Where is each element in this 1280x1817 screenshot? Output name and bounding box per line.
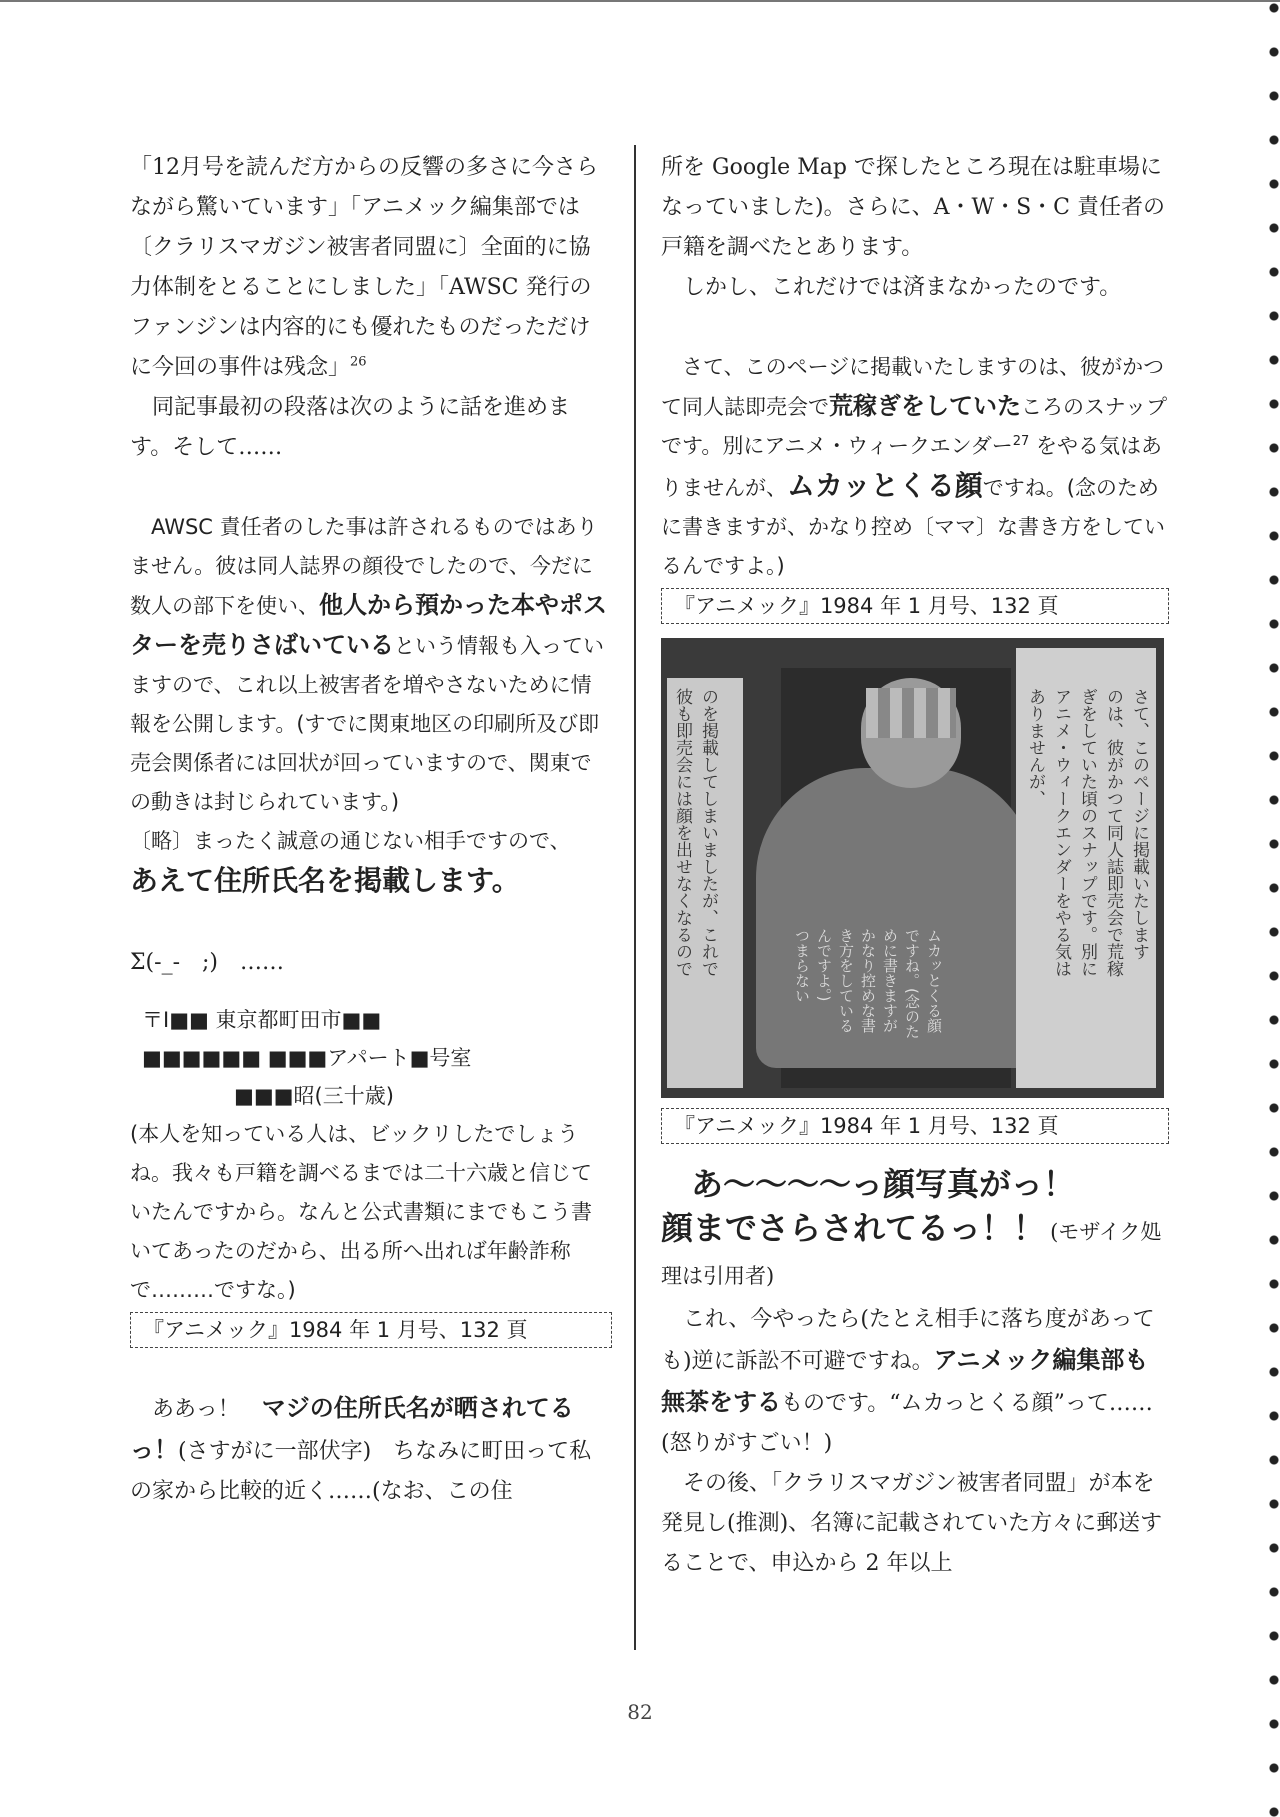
top-border bbox=[0, 0, 1280, 2]
body-paragraph: その後、「クラリスマガジン被害者同盟」が本を発見し(推測)、名簿に記載されていた方々に郵送することで、申込から 2 年以上 bbox=[661, 1471, 1163, 1576]
body-text: これ、今やったら(たとえ相手に落ち度があっても)逆に訴訟不可避ですね。 bbox=[661, 1307, 1155, 1374]
cited-bold-text: 荒稼ぎをしていた bbox=[829, 392, 1021, 420]
photo-text-line: ですね。(念のた bbox=[903, 928, 921, 1039]
footnote-ref: 27 bbox=[1012, 434, 1030, 449]
exclamation-heading: 顔までさらされてるっ！！ bbox=[661, 1209, 1046, 1247]
photo-text-line: のは、彼がかつて同人誌即売会で荒稼 bbox=[1103, 688, 1123, 977]
photo-text-line: さて、このページに掲載いたします bbox=[1129, 688, 1149, 960]
left-column bbox=[130, 148, 612, 1512]
cited-text: という情報も入っていますので、これ以上被害者を増やさないために情報を公開します。(すでに関東地区の印刷所及び即売会関係者には回状が回っていますので、関東での動きは封じられています。) bbox=[130, 634, 604, 814]
body-paragraph bbox=[130, 1388, 612, 1512]
cited-text: さて、このページに掲載いたしますのは、彼がかつて同人誌即売会で bbox=[661, 355, 1165, 419]
photo-text-line: かなり控めな書 bbox=[859, 928, 877, 1033]
binding-holes bbox=[1262, 0, 1280, 1817]
address-line: 〒Ⅰ■■ 東京都町田市■■ bbox=[142, 1008, 382, 1032]
photo-text-line: のを掲載してしまいましたが、これで bbox=[698, 688, 718, 977]
cited-text: 〔略〕まったく誠意の通じない相手ですので、 bbox=[130, 829, 571, 853]
cited-passage bbox=[130, 508, 612, 822]
column-divider bbox=[634, 145, 636, 1650]
mosaic-note: (モザイク処理は引用者) bbox=[661, 1220, 1162, 1288]
body-paragraph: 同記事最初の段落は次のように話を進めます。そして…… bbox=[130, 395, 571, 460]
body-text: ものです。“ムカっとくる顔”って……(怒りがすごい！) bbox=[661, 1391, 1153, 1456]
photo-text-line: き方をしている bbox=[837, 928, 855, 1033]
right-column bbox=[661, 148, 1169, 1584]
cited-text: AWSC 責任者のした事は許されるものではありません。彼は同人誌界の顔役でしたので、今だに数人の部下を使い、 bbox=[130, 515, 598, 618]
cited-passage: (本人を知っている人は、ビックリしたでしょうね。我々も戸籍を調べるまでは二十六歳と信じていたんですから。なんと公式書類にまでもこう書いてあったのだから、出る所へ出れば年齢詐称で………ですな。) bbox=[130, 1122, 592, 1302]
address-line: ■■■昭(三十歳) bbox=[234, 1084, 394, 1108]
cited-bold-text: 他人から預かった本やポスターを売りさばいている bbox=[130, 591, 607, 659]
photo-text-line: ぎをしていた頃のスナップです。別に bbox=[1077, 688, 1097, 977]
body-paragraph: しかし、これだけでは済まなかったのです。 bbox=[683, 275, 1122, 300]
magazine-photo bbox=[661, 638, 1164, 1098]
cited-text: ですね。(念のために書きますが、かなり控め〔ママ〕な書き方をしているんですよ。) bbox=[661, 476, 1165, 578]
quote-text: 「12月号を読んだ方からの反響の多さに今さらながら驚いています」「アニメック編集部では〔クラリスマガジン被害者同盟に〕全面的に協力体制をとることにしました」「AWSC 発行のファンジンは内容的にも優れたものだっただけに今回の事件は残念」 bbox=[130, 155, 598, 380]
photo-vertical-text bbox=[1022, 688, 1152, 977]
cited-passage bbox=[661, 348, 1169, 586]
exclamation-heading-line2 bbox=[661, 1206, 1169, 1300]
body-bold-text: マジの住所氏名が晒されてるっ！ bbox=[130, 1394, 574, 1464]
body-text: ああっ！ bbox=[152, 1397, 262, 1422]
footnote-ref: 26 bbox=[350, 354, 367, 370]
cited-bold-text: ムカッとくる顔 bbox=[787, 469, 983, 502]
photo-text-line: つまらない bbox=[793, 928, 811, 1003]
body-paragraph: 所を Google Map で探したところ現在は駐車場になっていました)。さらに、A・W・S・C 責任者の戸籍を調べたとあります。 bbox=[661, 155, 1165, 260]
address-block bbox=[130, 1001, 612, 1115]
address-line: ■■■■■■ ■■■アパート■号室 bbox=[142, 1046, 472, 1070]
cited-text: ころのスナップです。別にアニメ・ウィークエンダー bbox=[661, 395, 1168, 458]
body-paragraph bbox=[661, 1300, 1169, 1464]
cited-bold-heading: あえて住所氏名を掲載します。 bbox=[130, 864, 520, 897]
photo-text-line: ありませんが、 bbox=[1025, 688, 1045, 807]
mosaic-blur bbox=[866, 688, 956, 738]
emoticon-line: Σ(-_- ;) …… bbox=[130, 950, 285, 975]
source-caption: 『アニメック』1984 年 1 月号、132 頁 bbox=[130, 1312, 612, 1348]
source-caption: 『アニメック』1984 年 1 月号、132 頁 bbox=[661, 588, 1169, 624]
photo-text-line: アニメ・ウィークエンダーをやる気は bbox=[1051, 688, 1071, 977]
photo-text-line: めに書きますが bbox=[881, 928, 899, 1033]
body-text: (さすがに一部伏字) ちなみに町田って私の家から比較的近く……(なお、この住 bbox=[130, 1439, 592, 1504]
photo-text-line: ムカッとくる顔 bbox=[925, 928, 943, 1033]
quote-paragraph bbox=[130, 148, 612, 388]
cited-text: をやる気はありませんが、 bbox=[661, 434, 1162, 500]
photo-vertical-text-mid bbox=[791, 928, 945, 1039]
source-caption: 『アニメック』1984 年 1 月号、132 頁 bbox=[661, 1108, 1169, 1144]
photo-text-line: 彼も即売会には顔を出せなくなるので bbox=[672, 688, 692, 977]
photo-vertical-text-left bbox=[669, 688, 721, 977]
page-number: 82 bbox=[627, 1700, 653, 1724]
exclamation-heading: あ～～～～っ顔写真がっ！ bbox=[691, 1165, 1076, 1203]
cited-passage-cont bbox=[130, 822, 612, 903]
body-bold-text: アニメック編集部も無茶をする bbox=[661, 1346, 1149, 1416]
photo-text-line: んですよ。) bbox=[815, 928, 833, 1002]
